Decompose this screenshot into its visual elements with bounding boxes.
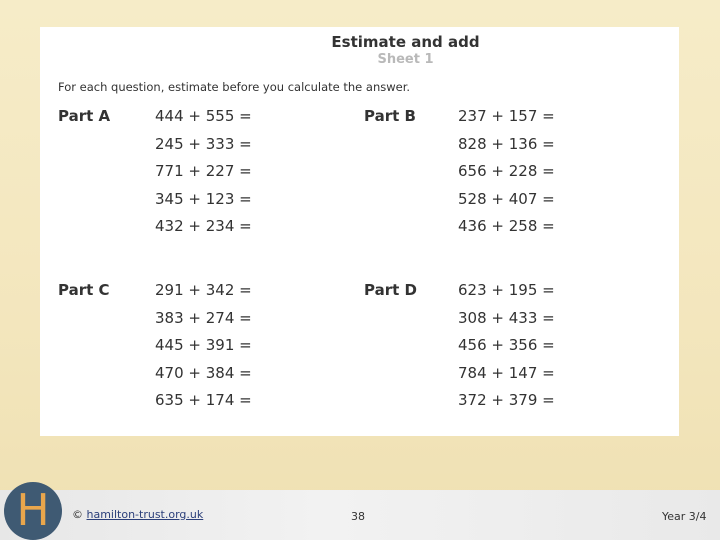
question: 656 + 228 = xyxy=(458,162,555,180)
logo-letter: H xyxy=(16,485,50,536)
question: 623 + 195 = xyxy=(458,281,555,299)
question: 528 + 407 = xyxy=(458,189,555,208)
part-label-b: Part B xyxy=(364,107,416,125)
hamilton-logo xyxy=(4,482,62,540)
part-label-a: Part A xyxy=(58,107,111,125)
question: 291 + 342 = xyxy=(155,281,252,299)
copyright xyxy=(72,508,203,521)
worksheet-title: Estimate and add xyxy=(331,33,480,51)
question: 436 + 258 = xyxy=(458,217,555,235)
question: 237 + 157 = xyxy=(458,107,555,125)
question: 635 + 174 = xyxy=(155,391,252,409)
instruction-text: For each question, estimate before you calculate the answer. xyxy=(58,80,411,94)
question: 456 + 356 = xyxy=(458,336,555,354)
worksheet xyxy=(40,27,679,436)
worksheet-subtitle: Sheet 1 xyxy=(377,52,434,67)
page-number: 38 xyxy=(351,510,365,523)
year-label: Year 3/4 xyxy=(662,510,707,523)
question: 432 + 234 = xyxy=(155,217,252,235)
question: 308 + 433 = xyxy=(458,308,555,327)
copyright-symbol: © xyxy=(72,508,83,521)
question: 784 + 147 = xyxy=(458,363,555,382)
question: 345 + 123 = xyxy=(155,189,252,208)
question: 771 + 227 = xyxy=(155,162,252,180)
question: 470 + 384 = xyxy=(155,363,252,382)
copyright-link[interactable]: hamilton-trust.org.uk xyxy=(86,508,204,521)
question: 383 + 274 = xyxy=(155,308,252,327)
question: 445 + 391 = xyxy=(155,336,252,354)
question: 444 + 555 = xyxy=(155,107,252,125)
part-label-d: Part D xyxy=(364,281,417,299)
question: 245 + 333 = xyxy=(155,134,252,153)
question: 372 + 379 = xyxy=(458,391,555,409)
question: 828 + 136 = xyxy=(458,134,555,153)
part-label-c: Part C xyxy=(58,281,110,299)
